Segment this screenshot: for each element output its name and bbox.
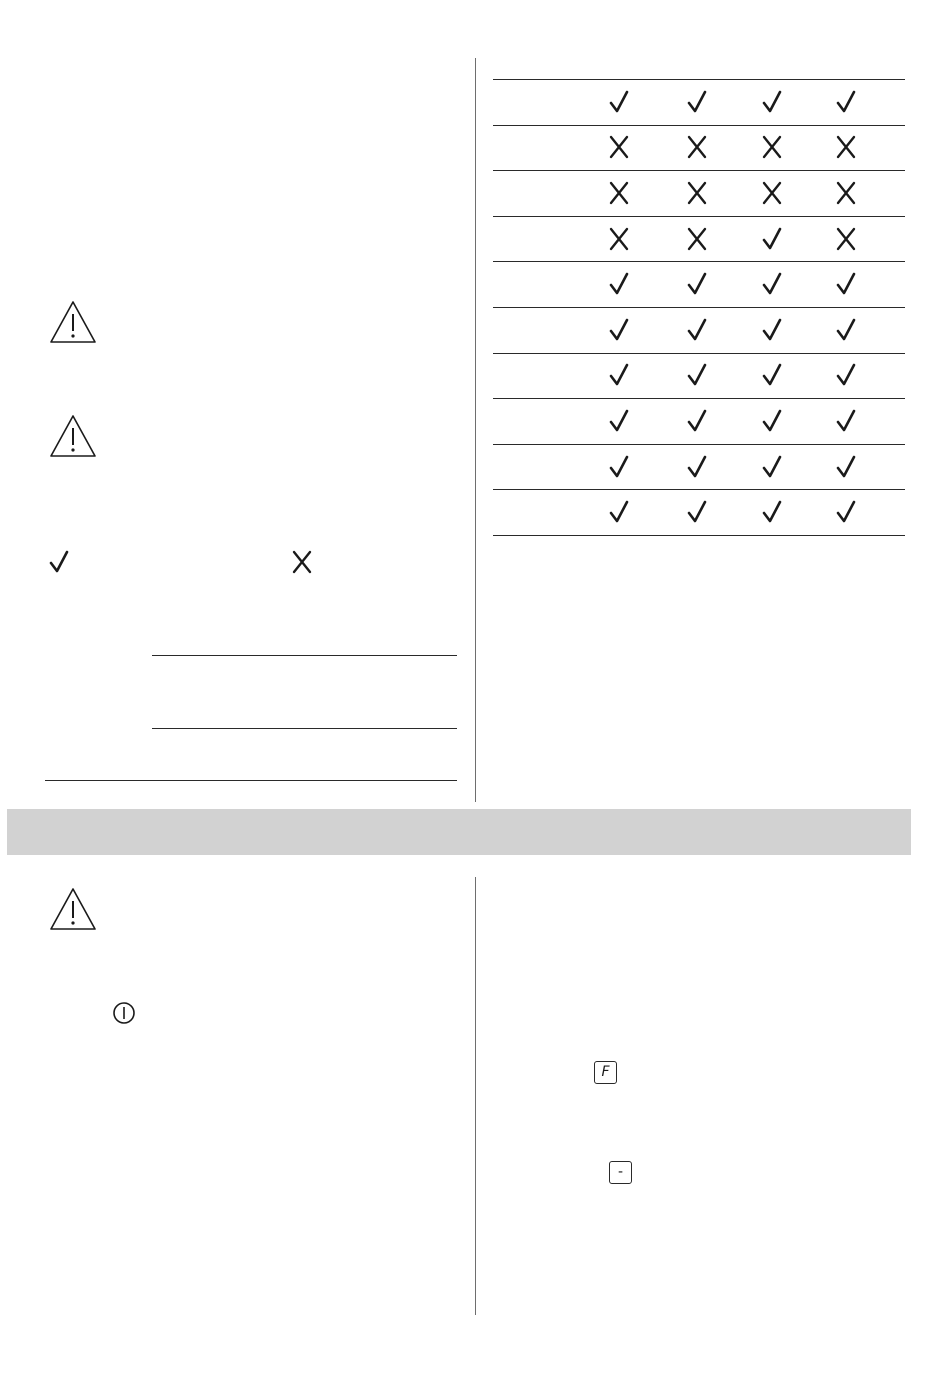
- check-icon: [686, 455, 708, 479]
- section-heading-banner: [7, 809, 911, 855]
- check-icon: [686, 272, 708, 296]
- table-rule: [493, 216, 905, 217]
- check-icon: [761, 455, 783, 479]
- warning-icon: [49, 300, 97, 344]
- check-icon: [608, 363, 630, 387]
- check-icon: [608, 455, 630, 479]
- power-icon: [112, 1001, 136, 1025]
- table-rule: [493, 489, 905, 490]
- check-icon: [835, 318, 857, 342]
- cross-icon: [686, 135, 708, 159]
- check-icon: [761, 500, 783, 524]
- table-rule: [493, 444, 905, 445]
- check-icon: [608, 318, 630, 342]
- warning-icon: [49, 414, 97, 458]
- warning-icon: [49, 887, 97, 931]
- column-divider-top: [475, 58, 476, 802]
- table-rule: [45, 780, 457, 781]
- table-rule: [152, 655, 457, 656]
- check-icon: [608, 272, 630, 296]
- check-icon: [761, 409, 783, 433]
- check-icon: [686, 363, 708, 387]
- check-icon: [835, 363, 857, 387]
- legend-cross-icon: [291, 550, 313, 574]
- check-icon: [761, 272, 783, 296]
- cross-icon: [835, 227, 857, 251]
- check-icon: [761, 318, 783, 342]
- check-icon: [835, 500, 857, 524]
- function-key-icon: F: [594, 1061, 617, 1084]
- minus-key-icon: -: [609, 1161, 632, 1184]
- check-icon: [686, 409, 708, 433]
- table-rule: [493, 79, 905, 80]
- table-rule: [493, 307, 905, 308]
- check-icon: [686, 90, 708, 114]
- table-rule: [493, 535, 905, 536]
- check-icon: [835, 90, 857, 114]
- table-rule: [493, 170, 905, 171]
- check-icon: [835, 272, 857, 296]
- table-rule: [152, 728, 457, 729]
- table-rule: [493, 353, 905, 354]
- check-icon: [686, 318, 708, 342]
- check-icon: [761, 227, 783, 251]
- check-icon: [608, 90, 630, 114]
- check-icon: [761, 363, 783, 387]
- cross-icon: [835, 181, 857, 205]
- check-icon: [608, 409, 630, 433]
- cross-icon: [608, 181, 630, 205]
- table-rule: [493, 398, 905, 399]
- cross-icon: [761, 135, 783, 159]
- table-rule: [493, 125, 905, 126]
- table-rule: [493, 261, 905, 262]
- cross-icon: [608, 227, 630, 251]
- cross-icon: [686, 227, 708, 251]
- check-icon: [835, 455, 857, 479]
- cross-icon: [686, 181, 708, 205]
- check-icon: [761, 90, 783, 114]
- column-divider-bottom: [475, 877, 476, 1315]
- cross-icon: [835, 135, 857, 159]
- cross-icon: [608, 135, 630, 159]
- check-icon: [608, 500, 630, 524]
- cross-icon: [761, 181, 783, 205]
- check-icon: [686, 500, 708, 524]
- check-icon: [835, 409, 857, 433]
- legend-check-icon: [48, 550, 70, 574]
